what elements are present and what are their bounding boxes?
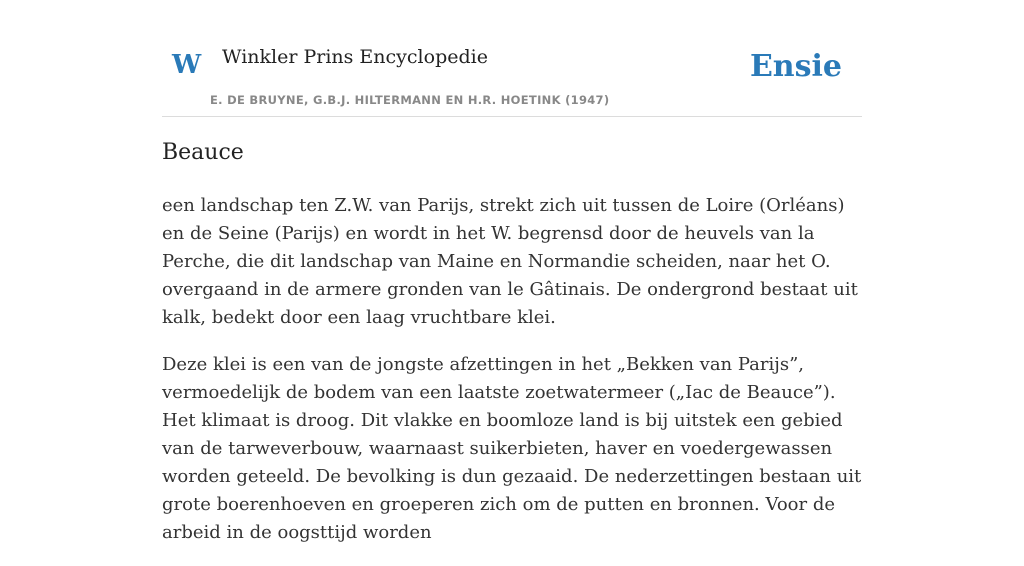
article-paragraph: Deze klei is een van de jongste afzettingen in het „Bekken van Parijs”, vermoedelijk de bodem van een laatste zoetwatermeer („Iac de Beauce”). Het klimaat is droog. Dit vlakke en boomloze land is bij uitstek een gebied van de tarweverbouw, waarnaast suikerbieten, haver en voedergewassen worden geteeld. De bevolking is dun gezaaid. De nederzettingen bestaan uit grote boerenhoeven en groeperen zich om de putten en bronnen. Voor de arbeid in de oogsttijd worden: [162, 354, 862, 543]
source-authors: E. DE BRUYNE, G.B.J. HILTERMANN EN H.R. HOETINK (1947): [210, 93, 610, 107]
winkler-prins-logo[interactable]: W: [172, 50, 202, 80]
ensie-logo[interactable]: Ensie: [749, 49, 842, 84]
article-title: Beauce: [162, 140, 244, 165]
article-paragraph: een landschap ten Z.W. van Parijs, strekt zich uit tussen de Loire (Orléans) en de Seine (Parijs) en wordt in het W. begrensd door de heuvels van la Perche, die dit landschap van Maine en Normandie scheiden, naar het O. overgaand in de armere gronden van le Gâtinais. De ondergrond bestaat uit kalk, bedekt door een laag vruchtbare klei.: [162, 195, 858, 328]
source-title[interactable]: Winkler Prins Encyclopedie: [222, 46, 488, 68]
article-body: [162, 192, 867, 566]
source-header: [162, 0, 862, 117]
